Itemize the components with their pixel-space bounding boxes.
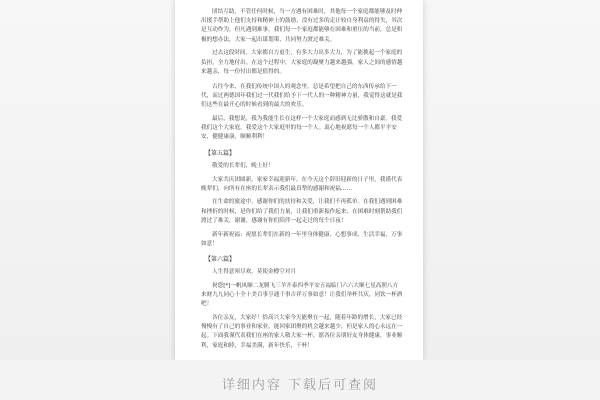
paragraph: 过去这段时间，大家都自力更生，有多大力出多大力，为了能挑起一个家庭的负担，全力地付出。在这个过程中，大家庭的凝聚力越来越强，家人之间的感情越来越亲，每一份付出都是值得的。 — [201, 50, 403, 75]
greeting: 敬爱的长辈们，晚上好！ — [212, 162, 274, 169]
section-heading-6: 【第六篇】 — [205, 255, 236, 263]
paragraph: 大家共庆团圆新，家家幸福迎新年。在今天这个辞旧迎新的日子里，我谨代表晚辈们，向所有在座的长辈表示我们最真挚的感谢和祝福…… — [201, 176, 403, 192]
paragraph: 最后，我想说，我为我能生长在这样一个大家庭而感到无比骄傲和自豪。我爱我们这个大家庭，我爱这个大家庭里的每一个人。衷心地祝愿每一个人都平平安安，健健康康，顺顺利利！ — [201, 116, 403, 141]
paragraph: 团结互助，不管任何时候，当一方遇有困难时，其他每一个家庭都能够及时伸出援手帮助上他们支持和精神上的鼓励，没有过多的走计较自身利益的得失，其次是互动作为。但凡遇到难事，我们每一个家庭都能够在困难和重压的当前，总是积极的想办法，大家一起出谋划策，共同努力渡过难关。 — [201, 9, 403, 43]
download-hint: 详细内容 下载后可查阅 — [221, 378, 379, 393]
paragraph: 古往今来，在我们传统中国人的观念里，总是希望把自己的东西传承给下一代，而过两德国年我们过一代我们给予下一代人的一种精神力量，我觉得这就是我们这些在最开心的时候看到的最大的欢乐。 — [201, 83, 403, 109]
section-heading-5: 【第五篇】 — [205, 149, 236, 157]
paragraph: 在生命的旅途中，感谢你们的扶持和关爱，让我们不再孤单。在我们遇到困难和挫折的时候，是你们给了我们力量，让我们重新振作起来；在困难时刻帮助我们渡过了难关，谢谢，感谢有你们陪伴一起走过的每个日夜！ — [201, 199, 403, 224]
quote-line: 人生得意须尽欢，莫使金樽空对月 — [212, 269, 296, 276]
footer-bar — [0, 360, 600, 400]
paragraph: 各位亲友，大家好！恰高兴大家今天能聚在一起，随着年龄的增长，大家已经慢慢有了自己的事业和家业，能回家团聚的机会越来越少，但是家人的心永远在一起。下面我谨代表我们在座的家人敬大家一杯，愿各位亲朋好友身体健康，事业顺利，家庭和睦，幸福美满，新年快乐，干杯！ — [201, 314, 403, 349]
paragraph: 新年新祝福：祝愿长辈们在新的一年里身体健康、心想事成、生活幸福，万事如意！ — [201, 231, 403, 247]
paragraph: 祝您[*]一帆风顺二龙腾飞三羊开泰四季平安五福临门六六大顺七星高照八方来财九九同心十全十美百事亨通千事吉祥万事如意！让我们举杯共庆，同饮一杯酒吧！ — [201, 282, 403, 308]
document-page — [175, 0, 423, 360]
document-content — [201, 8, 403, 351]
